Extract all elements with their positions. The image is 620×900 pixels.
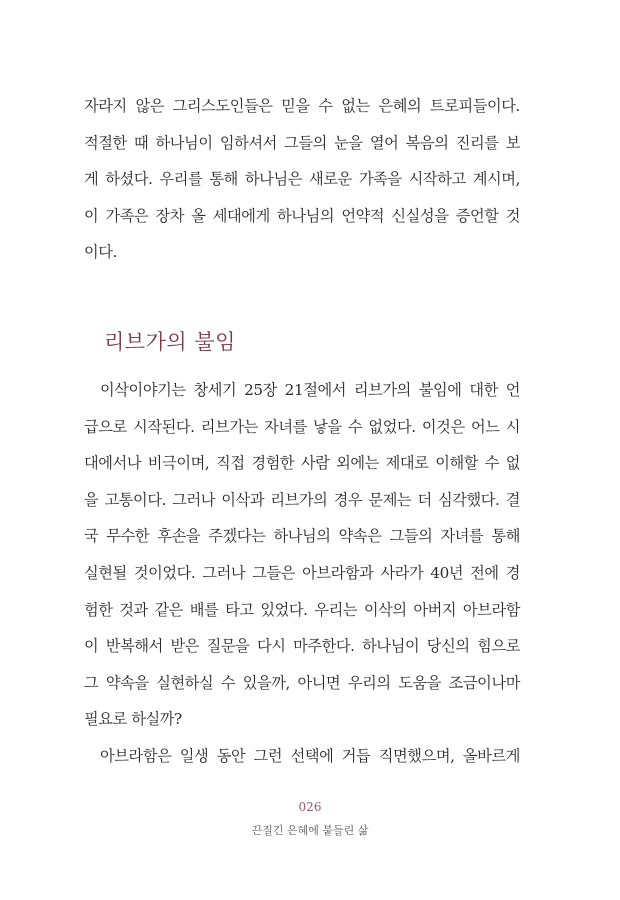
text-line: 아브라함은 일생 동안 그런 선택에 거듭 직면했으며, 올바르게 [100, 746, 520, 765]
text-line: 필요로 하실까? [84, 710, 182, 729]
page-number: 026 [298, 800, 322, 814]
text-line: 험한 것과 같은 배를 타고 있었다. 우리는 이삭의 아버지 아브라함 [84, 600, 520, 619]
text-line: 실현될 것이었다. 그러나 그들은 아브라함과 사라가 40년 전에 경 [84, 563, 520, 582]
text-line: 급으로 시작된다. 리브가는 자녀를 낳을 수 없었다. 이것은 어느 시 [84, 417, 520, 436]
text-line: 이다. [84, 243, 117, 262]
text-line: 이삭이야기는 창세기 25장 21절에서 리브가의 불임에 대한 언 [100, 381, 520, 399]
text-line: 이 가족은 장차 올 세대에게 하나님의 언약적 신실성을 증언할 것 [84, 206, 520, 225]
text-line: 적절한 때 하나님이 임하셔서 그들의 눈을 열어 복음의 진리를 보 [84, 133, 520, 152]
text-line: 이 반복해서 받은 질문을 다시 마주한다. 하나님이 당신의 힘으로 [84, 637, 520, 656]
body-paragraph [84, 372, 520, 775]
section-heading: 리브가의 불임 [104, 330, 236, 354]
text-line: 게 하셨다. 우리를 통해 하나님은 새로운 가족을 시작하고 계시며, [84, 170, 520, 189]
text-line: 을 고통이다. 그러나 이삭과 리브가의 경우 문제는 더 심각했다. 결 [84, 490, 520, 509]
text-line: 그 약속을 실현하실 수 있을까, 아니면 우리의 도움을 조금이나마 [84, 673, 520, 692]
text-line: 국 무수한 후손을 주겠다는 하나님의 약속은 그들의 자녀를 통해 [84, 527, 520, 546]
text-line: 자라지 않은 그리스도인들은 믿을 수 없는 은혜의 트로피들이다. [84, 97, 520, 115]
running-footer-title: 끈질긴 은혜에 붙들린 삶 [251, 824, 369, 837]
intro-paragraph [84, 88, 520, 271]
text-line: 대에서나 비극이며, 직접 경험한 사람 외에는 제대로 이해할 수 없 [84, 454, 520, 473]
